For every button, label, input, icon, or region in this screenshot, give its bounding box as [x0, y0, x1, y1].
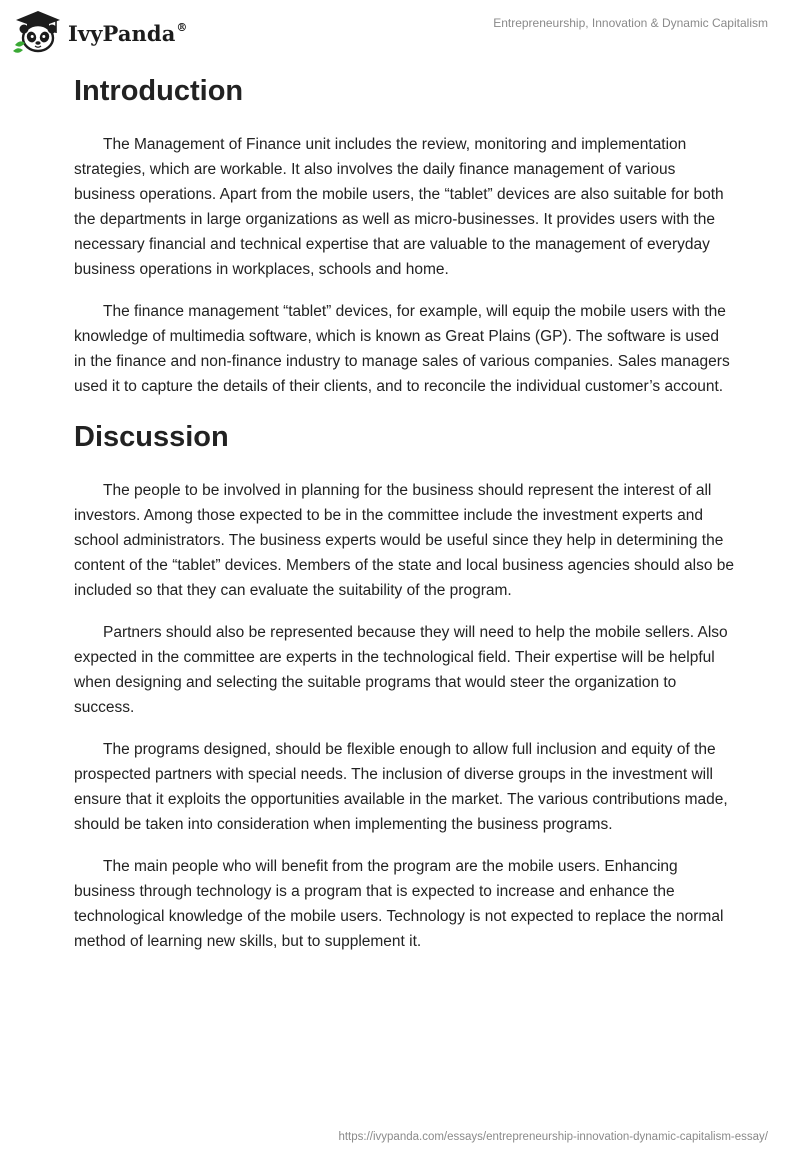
- paragraph: Partners should also be represented because they will need to help the mobile sellers. Also expected in the committee are experts in the technological field. Their expertise will be helpful when designing and selecting the suitable programs that would steer the organization to success.: [74, 624, 728, 716]
- section-heading: Discussion: [74, 421, 229, 453]
- brand-name: IvyPanda®: [68, 20, 188, 46]
- source-url-link[interactable]: https://ivypanda.com/essays/entrepreneurship-innovation-dynamic-capitalism-essay/: [338, 1131, 768, 1143]
- document-title: Entrepreneurship, Innovation & Dynamic Capitalism: [493, 16, 768, 30]
- paragraph: The programs designed, should be flexible enough to allow full inclusion and equity of the prospected partners with special needs. The inclusion of diverse groups in the investment will ensure that it exploits the opportunities available in the market. The various contributions made, should be taken into consideration when implementing the business programs.: [74, 741, 728, 833]
- paragraph: The main people who will benefit from the program are the mobile users. Enhancing business through technology is a program that is expected to increase and enhance the technological knowledge of the mobile users. Technology is not expected to replace the normal method of learning new skills, but to supplement it.: [74, 858, 724, 950]
- section-heading: Introduction: [74, 75, 244, 107]
- section-introduction: [74, 70, 734, 399]
- paragraph: The people to be involved in planning for the business should represent the interest of all investors. Among those expected to be in the committee include the investment experts and school administrators. The business experts would be useful since they help in determining the content of the “tablet” devices. Members of the state and local business agencies should also be included so that they can evaluate the suitability of the program.: [74, 482, 734, 599]
- essay-content: [74, 70, 734, 971]
- paragraph: The finance management “tablet” devices, for example, will equip the mobile users with the knowledge of multimedia software, which is known as Great Plains (GP). The software is used in the finance and non-finance industry to manage sales of various companies. Sales managers used it to capture the details of their clients, and to reconcile the individual customer’s account.: [74, 303, 730, 395]
- panda-graduate-icon: [12, 9, 64, 55]
- brand-logo[interactable]: [12, 9, 188, 55]
- paragraph: The Management of Finance unit includes the review, monitoring and implementation strategies, which are workable. It also involves the daily finance management of various business operations. Apart from the mobile users, the “tablet” devices are also suitable for both the departments in large organizations as well as micro-businesses. It provides users with the necessary financial and technical expertise that are valuable to the management of everyday business operations in workplaces, schools and home.: [74, 136, 724, 278]
- section-discussion: [74, 416, 734, 954]
